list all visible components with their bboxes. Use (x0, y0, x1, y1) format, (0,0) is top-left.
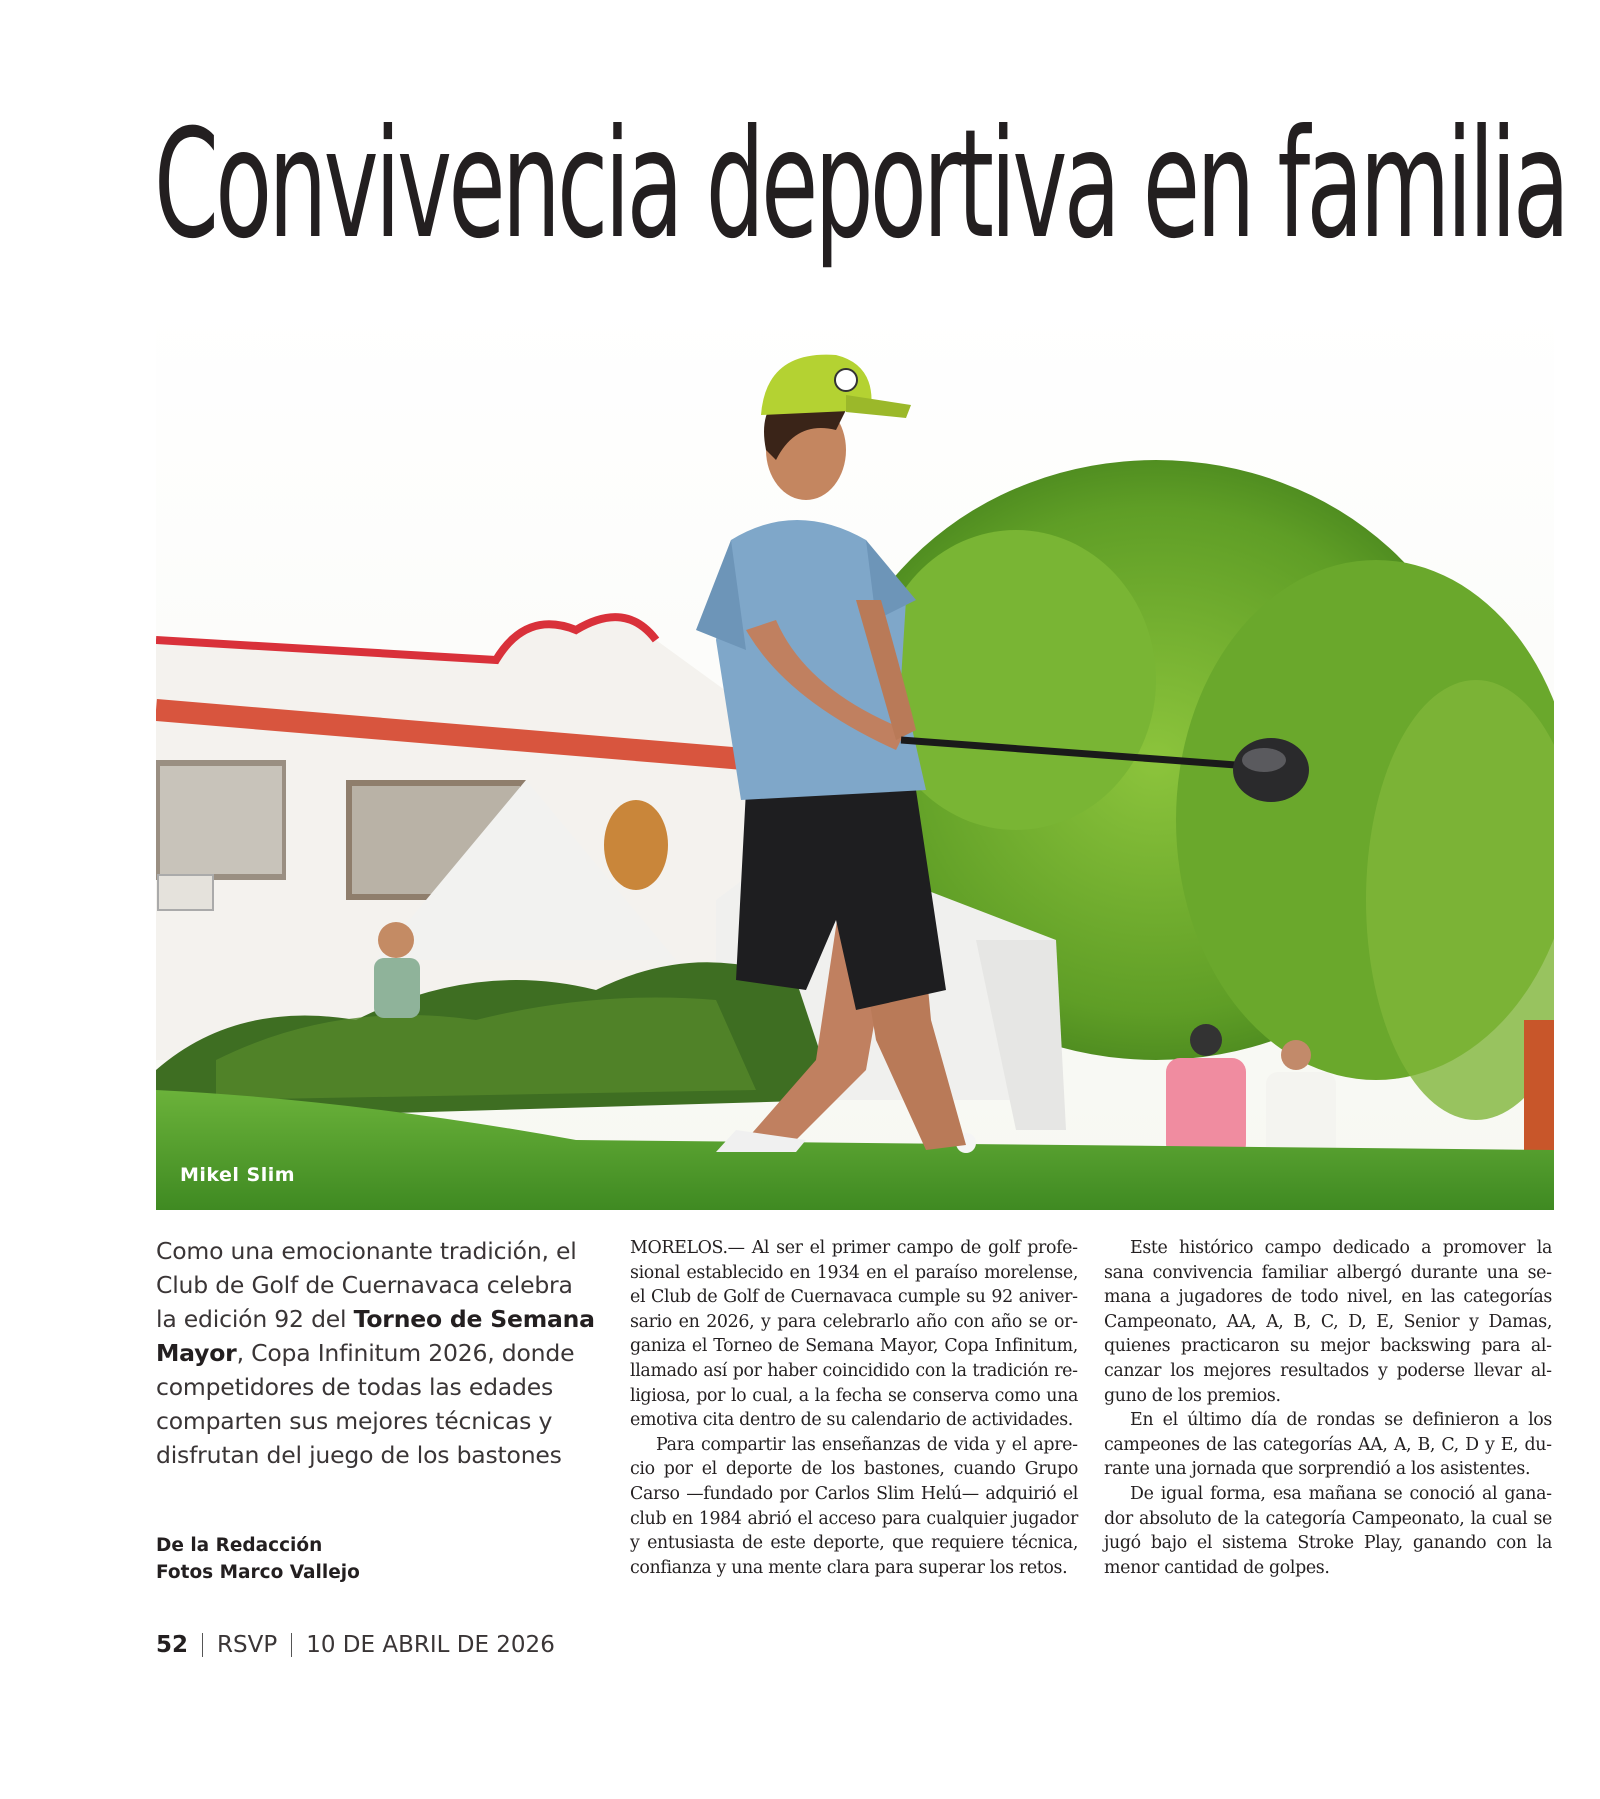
folio-divider (202, 1633, 203, 1657)
intro-text-2: , Copa Infinitum 2026, donde competidores de todas las edades comparten sus mejores técnicas y disfrutan del juego de los bastones (156, 1339, 575, 1469)
body-paragraph: De igual forma, esa mañana se conoció al ganador absoluto de la categoría Campeonato, la cual se jugó bajo el sistema Stroke Play, ganando con la menor cantidad de golpes. (1104, 1483, 1552, 1578)
article-photo (156, 300, 1554, 1210)
photo-credit: Mikel Slim (180, 1164, 296, 1186)
headline: Convivencia deportiva en familia (154, 98, 1567, 272)
byline-author: De la Redacción (156, 1535, 323, 1556)
folio (156, 1632, 555, 1658)
body-paragraph: MORELOS.— Al ser el primer campo de golf profesional establecido en 1934 en el paraíso morelense, el Club de Golf de Cuernavaca cumple su 92 aniversario en 2026, y para celebrarlo año con año se organiza el Torneo de Semana Mayor, Copa Infinitum, llamado así por haber coincidido con la tradición religiosa, por lo cual, a la fecha se conserva como una emotiva cita dentro de su calendario de actividades. (630, 1238, 1078, 1431)
magazine-name: RSVP (217, 1632, 278, 1658)
body-column-1 (630, 1236, 1078, 1580)
intro-text-1: Como una emocionante tradición, el Club de Golf de Cuernavaca celebra la edición 92 del (156, 1237, 577, 1333)
folio-divider (291, 1633, 292, 1657)
issue-date: 10 DE ABRIL DE 2026 (306, 1632, 555, 1658)
intro-deck (156, 1234, 596, 1472)
intro-bold: Torneo de Semana Mayor (156, 1305, 595, 1367)
byline (156, 1532, 556, 1586)
page-number: 52 (156, 1632, 189, 1658)
byline-photos: Fotos Marco Vallejo (156, 1562, 360, 1583)
body-column-2 (1104, 1236, 1552, 1580)
body-paragraph: Para compartir las enseñanzas de vida y el aprecio por el deporte de los bastones, cuando Grupo Carso —fundado por Carlos Slim Helú— adquirió el club en 1984 abrió el acceso para cualquier jugador y entusiasta de este deporte, que requiere técnica, confianza y una mente clara para superar los retos. (630, 1434, 1078, 1578)
body-paragraph: Este histórico campo dedicado a promover la sana convivencia familiar albergó durante una semana a jugadores de todo nivel, en las categorías Campeonato, AA, A, B, C, D, E, Senior y Damas, quienes practicaron su mejor backswing para alcanzar los mejores resultados y poderse llevar alguno de los premios. (1104, 1238, 1552, 1406)
body-paragraph: En el último día de rondas se definieron a los campeones de las categorías AA, A, B, C, D y E, durante una jornada que sorprendió a los asistentes. (1104, 1410, 1552, 1480)
golfer-photo (156, 300, 1554, 1210)
